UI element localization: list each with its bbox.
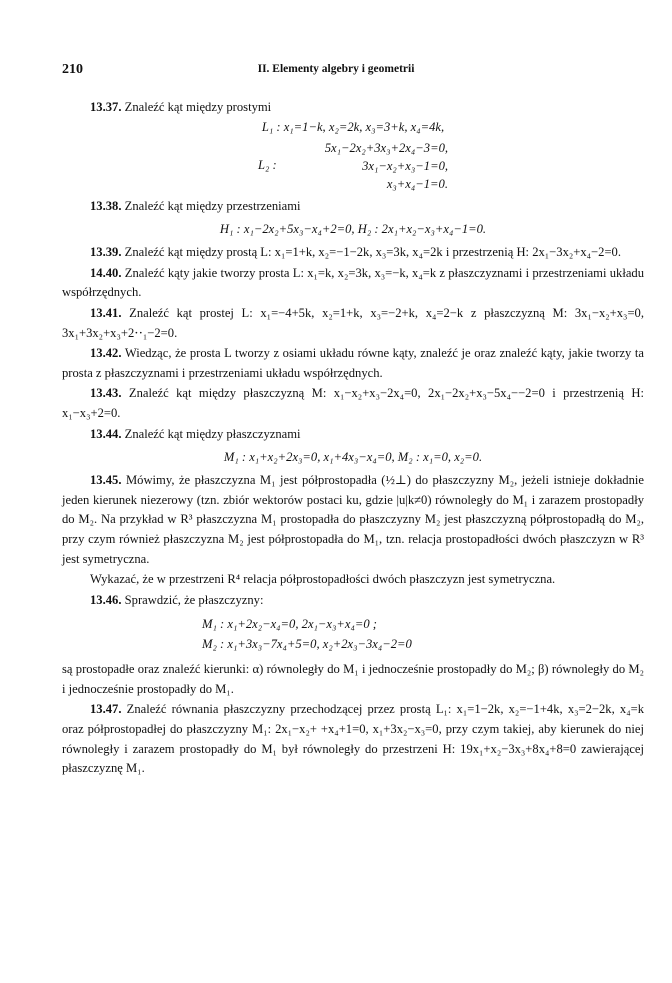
problem-text: Znaleźć równania płaszczyzny przechodzącej przez prostą L₁: x₁=1−2k, x₂=−1+4k, x₃=2−2k, x₄=k oraz półprostopadłej do płaszczyzny M₁: 2x₁−x₂+ +x₄+1=0, x₁+3x₂−x₃=0, przy czym takiej, aby kierunek do niej równoległy i zarazem prostopadły do M₁ był równoległy do przestrzeni H: 19x₁+x₂−3x₃+8x₄+8=0 zawierającej płaszczyznę M₁.: [62, 702, 644, 776]
problem-13-37: [62, 98, 644, 118]
problem-13-39: [62, 243, 644, 263]
problem-number: 13.37.: [90, 100, 122, 114]
problem-text: Znaleźć kąt między prostą L: x₁=1+k, x₂=−1−2k, x₃=3k, x₄=2k i przestrzenią H: 2x₁−3x₂+x₄−2=0.: [124, 245, 622, 260]
problem-text: Znaleźć kąt między płaszczyzną M: x₁−x₂+x₃−2x₄=0, 2x₁−2x₂+x₃−5x₄−−2=0 i przestrzenią H: x₁−x₃+2=0.: [62, 386, 644, 420]
page-body: [62, 98, 644, 779]
problem-number: 14.40.: [90, 265, 122, 280]
system-row: x₃+x₄−1=0.: [386, 176, 449, 191]
problem-13-45: [62, 471, 644, 569]
problem-number: 13.43.: [90, 386, 122, 401]
problem-number: 13.42.: [90, 346, 122, 361]
problem-13-42: [62, 344, 644, 383]
problem-number: 13.44.: [90, 426, 122, 441]
equation-block: [202, 614, 644, 654]
equation-line-m2: M₂ : x₁+3x₃−7x₄+5=0, x₂+2x₃−3x₄−2=0: [202, 637, 412, 652]
problem-13-41: [62, 304, 644, 343]
problem-text: Wiedząc, że prosta L tworzy z osiami układu równe kąty, znaleźć je oraz znaleźć kąty, jakie tworzy ta prosta z płaszczyznami i przestrzeniami układu współrzędnych.: [62, 346, 644, 380]
system-row: 5x₁−2x₂+3x₃+2x₄−3=0,: [324, 140, 449, 155]
problem-text: Znaleźć kąt prostej L: x₁=−4+5k, x₂=1+k, x₃=−2+k, x₄=2−k z płaszczyzną M: 3x₁−x₂+x₃=0, 3x₁+3x₂+x₃+2⋅⋅₁−2=0.: [62, 305, 644, 340]
problem-number: 13.46.: [90, 592, 122, 607]
equation-line: H₁ : x₁−2x₂+5x₃−x₄+2=0, H₂ : 2x₁+x₂−x₃+x₄−1=0.: [219, 222, 487, 237]
system-label: L₂ :: [257, 157, 277, 172]
problem-text: Znaleźć kąty jakie tworzy prosta L: x₁=k, x₂=3k, x₃=−k, x₄=k z płaszczyznami i przestrzeniami układu współrzędnych.: [62, 265, 645, 300]
problem-text: Znaleźć kąt między płaszczyznami: [124, 426, 301, 441]
page-number: 210: [62, 62, 83, 77]
problem-number: 13.45.: [90, 473, 122, 488]
problem-13-43: [62, 384, 644, 423]
running-header: II. Elementy algebry i geometrii: [257, 63, 415, 75]
problem-13-47: [62, 700, 644, 778]
problem-text: Mówimy, że płaszczyzna M₁ jest półprostopadła (½⊥) do płaszczyzny M₂, jeżeli istnieje dokładnie jeden kierunek niezerowy (tzn. zbiór wektorów postaci ku, gdzie |u|k≠0) równoległy do M₁ i zarazem prostopadły do M₂. Na przykład w R³ płaszczyzna M₁ prostopadła do płaszczyzny M₂ jest płaszczyzną półprostopadłą do M₂, przy czym również płaszczyzna M₂ jest półprostopadła do M₁, tzn. relacja prostopadłości dwóch płaszczyzn w R³ jest symetryczna.: [62, 473, 644, 566]
equation-line: M₁ : x₁+x₂+2x₃=0, x₁+4x₃−x₄=0, M₂ : x₁=0, x₂=0.: [223, 450, 483, 465]
problem-number: 13.41.: [90, 305, 122, 320]
problem-text: Znaleźć kąt między prostymi: [124, 100, 272, 114]
problem-number: 13.47.: [90, 702, 122, 717]
problem-13-45-task: Wykazać, że w przestrzeni R⁴ relacja półprostopadłości dwóch płaszczyzn jest symetryczna.: [90, 572, 556, 587]
problem-13-44: [62, 425, 644, 445]
problem-text: Znaleźć kąt między przestrzeniami: [124, 198, 301, 213]
problem-13-38: [62, 197, 644, 217]
problem-number: 13.39.: [90, 245, 122, 260]
problem-number: 13.38.: [90, 198, 122, 213]
equation-line-l1: L₁ : x₁=1−k, x₂=2k, x₃=3+k, x₄=4k,: [261, 119, 445, 134]
equation-system-l2: [62, 139, 644, 193]
problem-13-46: [62, 591, 644, 611]
system-row: 3x₁−x₂+x₃−1=0,: [362, 158, 449, 173]
equation-line-m1: M₁ : x₁+2x₂−x₄=0, 2x₁−x₃+x₄=0 ;: [202, 617, 377, 632]
problem-14-40: [62, 264, 644, 303]
problem-13-46-task: są prostopadłe oraz znaleźć kierunki: α) równoległy do M₁ i jednocześnie prostopadły do M₂; β) równoległy do M₂ i jednocześnie prostopadły do M₁.: [62, 662, 644, 696]
problem-text: Sprawdzić, że płaszczyzny:: [124, 592, 264, 607]
